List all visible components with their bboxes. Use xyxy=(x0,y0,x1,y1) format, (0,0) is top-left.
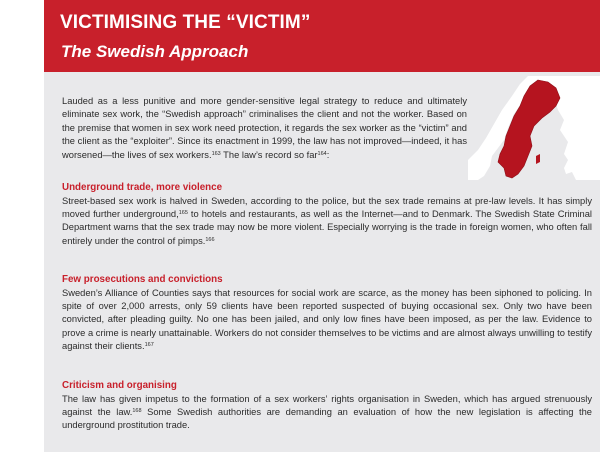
section-text: Sweden’s Alliance of Counties says that resources for social work are scarce, as the money has been siphoned to policing. In spite of over 2,000 arrests, only 59 clients have been reported suspected of buying occasional sex. Only two have been convicted, after pleading guilty. No one has been jailed, and only low fines have been imposed, as per the law. Evidence to prove a crime is nearly unattainable. Workers do not consider themselves to be victims and are almost always unwilling to testify against their clients. xyxy=(62,287,592,352)
section-text: The law has given impetus to the formation of a sex workers’ rights organisation in Sweden, which has argued strenuously against the law. xyxy=(62,393,592,417)
header-banner xyxy=(44,0,600,72)
section-underground-trade xyxy=(62,181,592,248)
footnote-ref: 165 xyxy=(178,210,188,216)
section-text-2: Some Swedish authorities are demanding an evaluation of how the new legislation is affecting the underground prostitution trade. xyxy=(62,407,592,431)
page-subtitle: The Swedish Approach xyxy=(61,42,249,61)
footnote-ref: 166 xyxy=(205,236,215,243)
footnote-ref: 164 xyxy=(317,150,327,157)
section-text: Street-based sex work is halved in Sweden, according to the police, but the sex trade remains at pre-law levels. It has simply moved further underground, xyxy=(62,195,592,219)
section-heading: Few prosecutions and convictions xyxy=(62,274,223,285)
section-heading: Criticism and organising xyxy=(62,380,177,391)
section-prosecutions xyxy=(62,273,592,354)
section-heading: Underground trade, more violence xyxy=(62,182,223,193)
section-text-2: to hotels and restaurants, as well as the Internet—and to Denmark. The Swedish State Criminal Department warns that the sex trade may now be more violent. Especially worrying is the trade in foreign women, who often fall entirely under the control of pimps. xyxy=(62,209,592,246)
page-title: VICTIMISING THE “VICTIM” xyxy=(60,12,311,33)
intro-text-3: : xyxy=(326,149,330,160)
gotland-shape xyxy=(536,154,540,164)
footnote-ref: 167 xyxy=(144,342,154,349)
intro-paragraph xyxy=(62,95,467,162)
intro-text-2: The law’s record so far xyxy=(220,149,318,160)
intro-text: Lauded as a less punitive and more gender-sensitive legal strategy to reduce and ultimately eliminate sex work, the “Swedish approach” criminalises the client and not the worker. Based on the premise that women in sex work need protection, it regards the sex worker as the “victim” and the client as the “exploiter”. Since its enactment in 1999, the law has not improved—indeed, it has worsened—the lives of sex workers. xyxy=(62,96,467,160)
section-criticism xyxy=(62,379,592,433)
sweden-map-icon xyxy=(468,76,600,180)
footnote-ref: 168 xyxy=(132,408,142,414)
footnote-ref: 163 xyxy=(211,150,221,157)
